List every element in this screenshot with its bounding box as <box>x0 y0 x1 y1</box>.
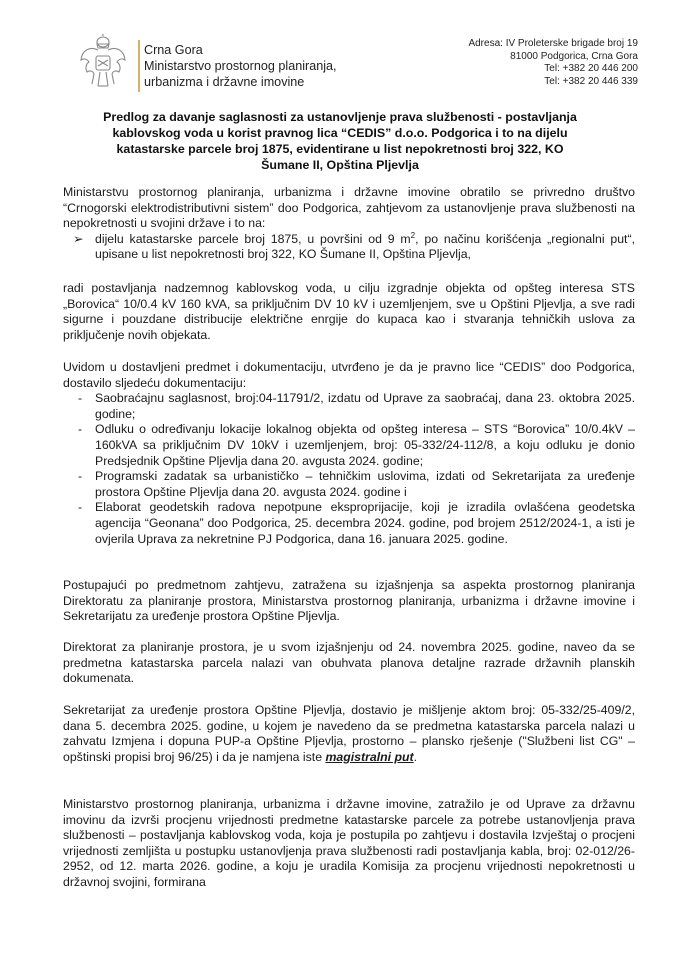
paragraph-secretariat <box>63 703 635 765</box>
title-line3: katastarske parcele broj 1875, evidentirane u list nepokretnosti broj 322, KO <box>116 142 564 156</box>
address-line2: 81000 Podgorica, Crna Gora <box>510 50 638 62</box>
parcel-text: dijelu katastarske parcele broj 1875, u površini od 9 m <box>95 231 411 246</box>
dash-bullet: - <box>78 500 83 515</box>
phone-1: Tel: +382 20 446 200 <box>544 63 638 75</box>
document-item-text: Saobraćajnu saglasnost, broj:04-11791/2, izdatu od Uprave za saobraćaj, dana 23. oktobra 2025. godine; <box>95 391 635 421</box>
paragraph-6-end: . <box>413 749 418 764</box>
document-item <box>63 422 635 469</box>
country-name: Crna Gora <box>144 43 203 57</box>
title-line2: kablovskog voda u korist pravnog lica “CEDIS” d.o.o. Podgorica i to na dijelu <box>112 126 568 140</box>
parcel-text-cont: , po načinu korišćenja „regionalni put“, upisane u list nepokretnosti broj 322, KO Šumane II, Opština Pljevlja, <box>95 231 635 262</box>
paragraph-7: Ministarstvo prostornog planiranja, urbanizma i državne imovine, zatražilo je od Uprave za državnu imovinu da izvrši procjenu vrijednosti predmetne katastarske parcele za potrebe ustanovljenja prava službenosti – postavljanja kablovskog voda, koja je postupila po zahtjevu i dostavila Izvještaj o procjeni vrijednosti zemljišta u postupku ustanovljenja prava službenosti radi postavljanja kabla, broj: 02-012/26-2952, od 12. marta 2026. godine, a koju je uradila Komisija za procjenu vrijednosti nepokretnosti u državnoj svojini, formirana <box>63 797 635 889</box>
paragraph-request <box>63 185 635 263</box>
title-line4: Šumane II, Opština Pljevlja <box>261 158 419 172</box>
document-item-text: Odluku o određivanju lokacije lokalnog objekta od opšteg interesa – STS “Borovica” 10/0.4kV – 160kVA sa priključnim DV 10kV i uzemljenjem, broj: 05-332/24-112/8, a koju odluku je donio Predsjednik Opštine Pljevlja dana 20. avgusta 2024. godine; <box>95 422 635 468</box>
paragraph-purpose <box>63 281 635 343</box>
document-item-text: Elaborat geodetskih radova nepotpune eksproprijacije, koji je izradila ovlašćena geodetska agencija “Geonana” doo Podgorica, 25. decembra 2024. godine, pod brojem 2512/2024-1, a isti je ovjerila Uprava za nekretnine PJ Podgorica, dana 16. januara 2025. godine. <box>95 500 635 546</box>
paragraph-clarifications <box>63 578 635 625</box>
header-divider <box>138 40 140 92</box>
montenegro-coat-of-arms-icon <box>78 34 128 90</box>
phone-2: Tel: +382 20 446 339 <box>544 75 638 87</box>
title-line1: Predlog za davanje saglasnosti za ustanovljenje prava službenosti - postavljanja <box>103 110 577 124</box>
superscript-2: 2 <box>410 230 416 240</box>
paragraph-3: Uvidom u dostavljeni predmet i dokumentaciju, utvrđeno je da je pravno lice “CEDIS” doo Podgorica, dostavilo sljedeću dokumentaciju: <box>63 360 635 390</box>
paragraph-5: Direktorat za planiranje prostora, je u svom izjašnjenju od 24. novembra 2025. godine, naveo da se predmetna katastarska parcela nalazi van obuhvata planova detaljne razrade državnih planskih dokumenata. <box>63 640 635 686</box>
dash-bullet: - <box>78 469 83 484</box>
paragraph-directorate <box>63 640 635 687</box>
ministry-name-line1: Ministarstvo prostornog planiranja, <box>144 59 337 73</box>
paragraph-6 <box>63 703 635 765</box>
ministry-name-block <box>144 42 337 90</box>
paragraph-4: Postupajući po predmetnom zahtjevu, zatražena su izjašnjenja sa aspekta prostornog planiranja Direktoratu za planiranje prostora, Ministarstva prostornog planiranja, urbanizma i državne imovine i Sekretarijatu za uređenje prostora Opštine Pljevlja. <box>63 578 635 624</box>
document-item <box>63 500 635 547</box>
letterhead <box>78 34 638 94</box>
parcel-list-item <box>63 232 635 263</box>
documents-list <box>63 391 635 547</box>
contact-block <box>468 38 638 88</box>
emphasized-purpose: magistralni put <box>325 749 414 764</box>
dash-bullet: - <box>78 391 83 406</box>
parcel-list <box>63 232 635 263</box>
dash-bullet: - <box>78 422 83 437</box>
paragraph-2: radi postavljanja nadzemnog kablovskog voda, u cilju izgradnje objekta od opšteg interesa STS „Borovica“ 10/0.4 kV 160 kVA, sa priključnim DV 10 kV i uzemljenjem, sve u Opštini Pljevlja, a sve radi sigurne i pouzdane distribucije električne enrgije do kupaca kao i stvaranja tehničkih uslova za priključenje novih objekata. <box>63 281 635 342</box>
paragraph-documentation <box>63 360 635 547</box>
arrow-bullet-icon: ➢ <box>73 231 84 246</box>
document-title <box>78 109 602 173</box>
address-line1: Adresa: IV Proleterske brigade broj 19 <box>468 38 638 49</box>
document-item <box>63 469 635 500</box>
ministry-name-line2: urbanizma i državne imovine <box>144 75 305 89</box>
paragraph-6-text: Sekretarijat za uređenje prostora Opštine Pljevlja, dostavio je mišljenje aktom broj: 05-332/25-409/2, dana 5. decembra 2025. godine, u kojem je navedeno da se predmetna katastarska parcela nalazi u zahvatu Izmjena i dopuna PUP-a Opštine Pljevlja, prostorno – plansko rješenje ("Službeni list CG" – opštinski propisi broj 96/25) i da je namjena iste <box>63 703 635 764</box>
document-item-text: Programski zadatak sa urbanističko – tehničkim uslovima, izdati od Sekretarijata za uređenje prostora Opštine Pljevlja dana 20. avgusta 2024. godine i <box>95 469 635 499</box>
paragraph-valuation <box>63 797 635 891</box>
document-item <box>63 391 635 422</box>
paragraph-1: Ministarstvu prostornog planiranja, urbanizma i državne imovine obratilo se privredno društvo “Crnogorski elektrodistributivni sistem” doo Podgorica, zahtjevom za ustanovljenje prava službenosti na nepokretnosti u svojini države i to na: <box>63 185 635 231</box>
